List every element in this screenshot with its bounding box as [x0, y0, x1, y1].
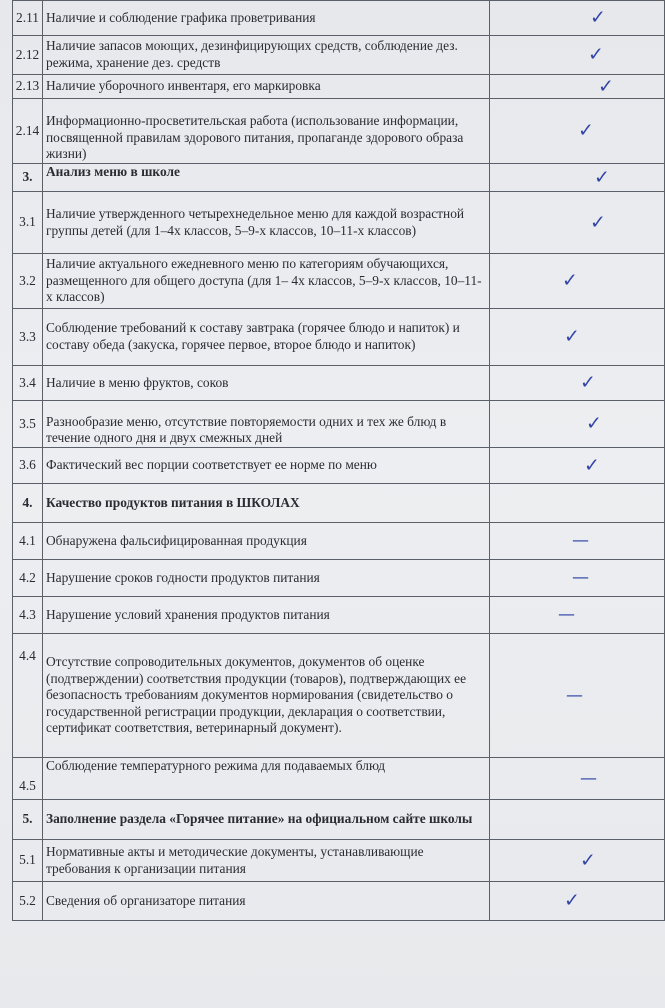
criterion-text: Сведения об организаторе питания: [43, 882, 490, 921]
row-number: 5.1: [13, 840, 43, 882]
row-number: 3.3: [13, 309, 43, 366]
table-row: [13, 254, 665, 309]
criterion-text: Информационно-просветительская работа (использование информации, посвященной правилам здорового питания, пропаганде здорового образа жизни): [43, 99, 490, 164]
mark-cell: [490, 254, 665, 309]
section-row: [13, 164, 665, 192]
mark-cell: [490, 401, 665, 448]
table-row: [13, 192, 665, 254]
mark-cell: [490, 448, 665, 484]
criterion-text: Наличие утвержденного четырехнедельное меню для каждой возрастной группы детей (для 1–4х классов, 5–9-х классов, 10–11-х классов): [43, 192, 490, 254]
section-row: [13, 800, 665, 840]
mark-cell: [490, 1, 665, 36]
check-mark: ✓: [564, 889, 580, 912]
criterion-text: Соблюдение требований к составу завтрака (горячее блюдо и напиток) и составу обеда (закуска, горячее первое, второе блюдо и напиток): [43, 309, 490, 366]
dash-mark: —: [558, 604, 573, 625]
table-row: [13, 366, 665, 401]
mark-cell: [490, 36, 665, 75]
table-row: [13, 75, 665, 99]
check-mark: ✓: [594, 166, 610, 189]
row-number: 3.2: [13, 254, 43, 309]
table-row: [13, 401, 665, 448]
criterion-text: Фактический вес порции соответствует ее норме по меню: [43, 448, 490, 484]
table-row: [13, 523, 665, 560]
check-mark: ✓: [578, 119, 594, 142]
criterion-text: Наличие в меню фруктов, соков: [43, 366, 490, 401]
table-row: [13, 758, 665, 800]
criterion-text: Нарушение сроков годности продуктов питания: [43, 560, 490, 597]
dash-mark: —: [580, 768, 595, 789]
mark-cell: [490, 597, 665, 634]
mark-cell: [490, 840, 665, 882]
check-mark: ✓: [590, 211, 606, 234]
row-number: 2.13: [13, 75, 43, 99]
criterion-text: Анализ меню в школе: [43, 164, 490, 192]
table-row: [13, 882, 665, 921]
criterion-text: Отсутствие сопроводительных документов, документов об оценке (подтверждении) соответствия продукции (товаров), подтверждающих ее безопасность требованиям документов нормирования (свидетельство о государственной регистрации продукции, декларация о соответствии, сертификат соответствия, ветеринарный документ).: [43, 634, 490, 758]
criterion-text: Нормативные акты и методические документы, устанавливающие требования к организации питания: [43, 840, 490, 882]
check-mark: ✓: [580, 371, 596, 394]
criterion-text: Соблюдение температурного режима для подаваемых блюд: [43, 758, 490, 800]
check-mark: ✓: [588, 43, 604, 66]
criterion-text: Обнаружена фальсифицированная продукция: [43, 523, 490, 560]
mark-cell: [490, 560, 665, 597]
dash-mark: —: [572, 567, 587, 588]
mark-cell: [490, 882, 665, 921]
mark-cell: [490, 75, 665, 99]
table-row: [13, 36, 665, 75]
table-row: [13, 634, 665, 758]
check-mark: ✓: [590, 6, 606, 29]
mark-cell: [490, 634, 665, 758]
row-number: 4.4: [13, 634, 43, 758]
check-mark: ✓: [580, 849, 596, 872]
mark-cell: [490, 192, 665, 254]
row-number: 2.14: [13, 99, 43, 164]
criterion-text: Разнообразие меню, отсутствие повторяемости одних и тех же блюд в течение одного дня и двух смежных дней: [43, 401, 490, 448]
check-mark: ✓: [586, 412, 602, 435]
mark-cell: [490, 99, 665, 164]
mark-cell: [490, 309, 665, 366]
checklist-table: [12, 0, 665, 921]
dash-mark: —: [572, 530, 587, 551]
mark-cell: [490, 523, 665, 560]
check-mark: ✓: [584, 454, 600, 477]
mark-cell: [490, 800, 665, 840]
table-row: [13, 309, 665, 366]
check-mark: ✓: [598, 75, 614, 98]
criterion-text: Наличие запасов моющих, дезинфицирующих средств, соблюдение дез. режима, хранение дез. средств: [43, 36, 490, 75]
criterion-text: Наличие актуального ежедневного меню по категориям обучающихся, размещенного для общего доступа (для 1– 4х классов, 5–9-х классов, 10–11-х классов): [43, 254, 490, 309]
table-row: [13, 840, 665, 882]
mark-cell: [490, 164, 665, 192]
row-number: 5.: [13, 800, 43, 840]
row-number: 3.5: [13, 401, 43, 448]
mark-cell: [490, 484, 665, 523]
section-row: [13, 484, 665, 523]
row-number: 2.11: [13, 1, 43, 36]
row-number: 4.5: [13, 758, 43, 800]
criterion-text: Наличие и соблюдение графика проветривания: [43, 1, 490, 36]
mark-cell: [490, 366, 665, 401]
criterion-text: Качество продуктов питания в ШКОЛАХ: [43, 484, 490, 523]
row-number: 3.6: [13, 448, 43, 484]
table-row: [13, 448, 665, 484]
table-row: [13, 99, 665, 164]
row-number: 5.2: [13, 882, 43, 921]
row-number: 2.12: [13, 36, 43, 75]
table-row: [13, 597, 665, 634]
row-number: 4.3: [13, 597, 43, 634]
criterion-text: Заполнение раздела «Горячее питание» на официальном сайте школы: [43, 800, 490, 840]
row-number: 3.: [13, 164, 43, 192]
row-number: 4.1: [13, 523, 43, 560]
criterion-text: Наличие уборочного инвентаря, его маркировка: [43, 75, 490, 99]
table-row: [13, 1, 665, 36]
row-number: 3.1: [13, 192, 43, 254]
table-row: [13, 560, 665, 597]
row-number: 4.2: [13, 560, 43, 597]
row-number: 4.: [13, 484, 43, 523]
criterion-text: Нарушение условий хранения продуктов питания: [43, 597, 490, 634]
dash-mark: —: [566, 685, 581, 706]
mark-cell: [490, 758, 665, 800]
check-mark: ✓: [564, 325, 580, 348]
check-mark: ✓: [562, 269, 578, 292]
row-number: 3.4: [13, 366, 43, 401]
